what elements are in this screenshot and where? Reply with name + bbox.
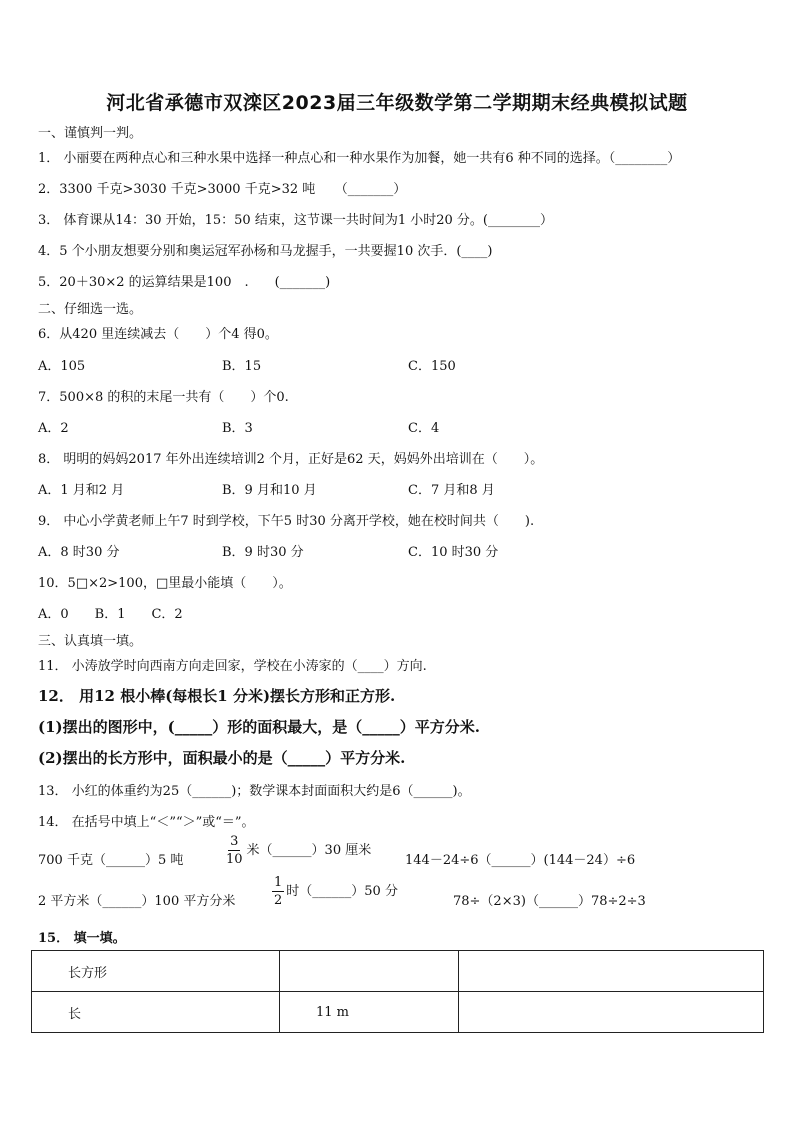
table-cell (459, 992, 764, 1033)
question-3: 3． 体育课从14：30 开始，15：50 结束，这节课一共时间为1 小时20 分。(________） (38, 213, 553, 228)
table-cell: 长 (32, 992, 280, 1033)
q9-option-c: C．10 时30 分 (408, 545, 499, 560)
fraction-denominator: 2 (274, 893, 283, 908)
q14-item-e (270, 876, 398, 907)
q14-item-b-text: 米（______）30 厘米 (246, 843, 372, 858)
table-cell (459, 951, 764, 992)
table-row (32, 951, 764, 992)
fraction (272, 876, 284, 907)
q9-option-b: B．9 时30 分 (222, 545, 304, 560)
q8-option-c: C．7 月和8 月 (408, 483, 495, 498)
question-5: 5．20＋30×2 的运算结果是100 . (_______) (38, 275, 331, 290)
table-cell: 长方形 (32, 951, 280, 992)
fraction (224, 835, 245, 866)
question-12: 12． 用12 根小棒(每根长1 分米)摆长方形和正方形. (38, 687, 396, 705)
section-heading-judge: 一、谨慎判一判。 (38, 126, 143, 141)
table-row (32, 992, 764, 1033)
fraction-numerator: 3 (230, 834, 239, 849)
q8-option-b: B．9 月和10 月 (222, 483, 317, 498)
q14-item-a: 700 千克（______）5 吨 (38, 853, 184, 868)
q9-option-a: A．8 时30 分 (38, 545, 120, 560)
q14-item-b (222, 835, 371, 866)
q14-item-f: 78÷（2×3)（______）78÷2÷3 (453, 894, 646, 909)
question-7: 7．500×8 的积的末尾一共有（ ）个0. (38, 390, 289, 405)
q14-item-c: 144－24÷6（______）(144－24）÷6 (405, 853, 636, 868)
q14-item-e-text: 时（______）50 分 (286, 884, 398, 899)
q7-option-c: C．4 (408, 421, 440, 436)
question-1: 1． 小丽要在两种点心和三种水果中选择一种点心和一种水果作为加餐，她一共有6 种不同的选择。（________） (38, 151, 681, 166)
question-2: 2．3300 千克>3030 千克>3000 千克>32 吨 （_______） (38, 182, 407, 197)
q14-item-d: 2 平方米（______）100 平方分米 (38, 894, 236, 909)
question-12-part-1: (1)摆出的图形中，(_____）形的面积最大，是（_____）平方分米. (38, 718, 480, 736)
fraction-denominator: 10 (226, 852, 243, 867)
question-13: 13． 小红的体重约为25（______)；数学课本封面面积大约是6（______)。 (38, 784, 471, 799)
question-6: 6．从420 里连续减去（ ）个4 得0。 (38, 327, 278, 342)
q6-option-a: A．105 (38, 359, 86, 374)
question-14: 14． 在括号中填上“＜”“＞”或“＝”。 (38, 815, 255, 830)
question-15: 15． 填一填。 (38, 931, 126, 946)
page-title: 河北省承德市双滦区2023届三年级数学第二学期期末经典模拟试题 (106, 92, 688, 114)
question-10: 10．5□×2>100，□里最小能填（ ）。 (38, 576, 292, 591)
q7-option-b: B．3 (222, 421, 253, 436)
fraction-numerator: 1 (274, 875, 283, 890)
question-9: 9． 中心小学黄老师上午7 时到学校，下午5 时30 分离开学校，她在校时间共（ ). (38, 514, 535, 529)
q6-option-c: C．150 (408, 359, 456, 374)
table-cell: 11 m (280, 992, 459, 1033)
question-11: 11． 小涛放学时向西南方向走回家，学校在小涛家的（____）方向. (38, 659, 427, 674)
q15-table (31, 950, 764, 1033)
q8-option-a: A．1 月和2 月 (38, 483, 125, 498)
q10-options: A．0 B．1 C．2 (38, 607, 183, 622)
q6-option-b: B．15 (222, 359, 262, 374)
section-heading-choose: 二、仔细选一选。 (38, 302, 143, 317)
table-cell (280, 951, 459, 992)
question-4: 4．5 个小朋友想要分别和奥运冠军孙杨和马龙握手，一共要握10 次手．(____) (38, 244, 493, 259)
section-heading-fill: 三、认真填一填。 (38, 634, 143, 649)
question-8: 8． 明明的妈妈2017 年外出连续培训2 个月，正好是62 天，妈妈外出培训在（ ）。 (38, 452, 544, 467)
question-12-part-2: (2)摆出的长方形中，面积最小的是（_____）平方分米. (38, 749, 406, 767)
q7-option-a: A．2 (38, 421, 69, 436)
